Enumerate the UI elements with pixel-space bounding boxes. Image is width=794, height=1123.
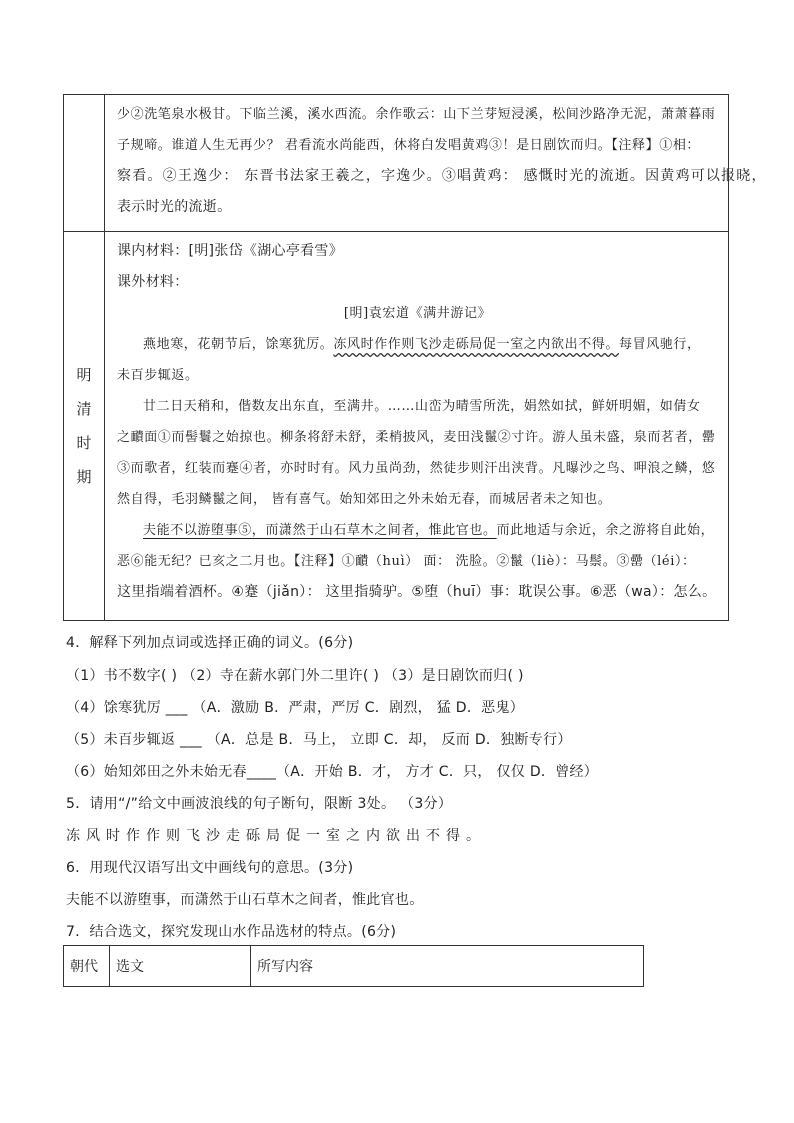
period-cell-ming-qing (64, 232, 105, 621)
essay-title: [明]袁宏道《满井游记》 (343, 306, 492, 321)
passage-line: 子规啼。谁道人生无再少？ 君看流水尚能西，休将白发唱黄鸡③！是日剧饮而归。【注释】①相： (117, 138, 701, 153)
header-selection: 选文 (110, 946, 251, 987)
answer-table (63, 945, 644, 987)
question-4-item: （1）书不数字( ) （2）寺在薪水郭门外二里许( ) （3）是日剧饮而归( ) (66, 668, 524, 684)
passage-line: 少②洗笔泉水极甘。下临兰溪，溪水西流。余作歌云：山下兰芽短浸溪，松间沙路净无泥，萧萧暮雨 (117, 107, 716, 122)
passage-cell-ming-qing (105, 232, 729, 621)
question-7-title: 7．结合选文，探究发现山水作品选材的特点。(6分) (66, 924, 397, 940)
essay-paragraph-1-line: 未百步辄返。 (117, 368, 199, 383)
essay-paragraph-2-line: ③而歌者，红装而蹇④者，亦时时有。风力虽尚劲，然徒步则汗出浃背。凡曝沙之鸟、呷浪之鳞，悠 (117, 461, 716, 476)
question-4-item: （4）馀寒犹厉 ___ （A．激励 B．严肃，严厉 C．剧烈， 猛 D．恶鬼） (66, 700, 525, 716)
wavy-underlined-sentence: 冻风时作作则飞沙走砾局促一室之内欲出不得。 (333, 337, 620, 352)
p1-text: 每冒风驰行， (619, 337, 701, 352)
period-char: 明 (76, 366, 92, 384)
annotation-line: 这里指端着酒杯。④蹇（jiǎn）： 这里指骑驴。⑤堕（huī）事：耽误公事。⑥恶（wa）：怎么。 (117, 584, 717, 600)
table-row-song (64, 95, 729, 232)
question-4-item: （5）未百步辄返 ___ （A．总是 B．马上， 立即 C．却， 反而 D．独断专行） (66, 732, 572, 748)
question-6-title: 6．用现代汉语写出文中画线句的意思。(3分) (66, 860, 354, 876)
question-5-title: 5．请用“/”给文中画波浪线的句子断句，限断 3处。 （3分） (66, 796, 453, 812)
period-char: 清 (76, 400, 92, 418)
essay-paragraph-3-line: 恶⑥能无纪？已亥之二月也。【注释】①靧（huì） 面： 洗脸。②鬣（liè）：马鬃。③罍（léi）： (117, 554, 696, 569)
header-dynasty: 朝代 (64, 946, 110, 987)
essay-paragraph-2-line: 然自得，毛羽鳞鬣之间， 皆有喜气。始知郊田之外未始无春，而城居者未之知也。 (117, 492, 612, 507)
question-6-sentence: 夫能不以游堕事，而潇然于山石草木之间者，惟此官也。 (66, 892, 424, 908)
period-char: 时 (76, 434, 92, 452)
passage-line: 察看。②王逸少： 东晋书法家王羲之，字逸少。③唱黄鸡： 感慨时光的流逝。因黄鸡可以报晓， (117, 168, 767, 184)
question-5-sentence: 冻风时作作则飞沙走砾局促一室之内欲出不得。 (66, 828, 486, 844)
period-cell-empty (64, 95, 105, 232)
p1-text: 燕地寒，花朝节后，馀寒犹厉。 (143, 337, 334, 352)
in-class-material: 课内材料：[明]张岱《湖心亭看雪》 (117, 243, 344, 259)
period-char: 期 (76, 468, 92, 486)
header-content: 所写内容 (251, 946, 644, 987)
question-4-title: 4．解释下列加点词或选择正确的词义。(6分) (66, 635, 354, 651)
essay-paragraph-2-line: 之靧面①而髻鬟之始掠也。柳条将舒未舒，柔梢披风，麦田浅鬣②寸许。游人虽未盛，泉而茗者，罍 (117, 430, 716, 445)
essay-paragraph-3-line (117, 515, 718, 546)
essay-paragraph-2-line: 廿二日天稍和，偕数友出东直，至满井。……山峦为晴雪所洗，娟然如拭，鲜妍明媚，如倩女 (143, 399, 701, 414)
passage-cell-song (105, 95, 767, 232)
underlined-sentence: 夫能不以游堕事⑤，而潇然于山石草木之间者，惟此官也。 (143, 523, 497, 538)
answer-table-header (64, 946, 644, 987)
question-4-item: （6）始知郊田之外未始无春____（A．开始 B．才， 方才 C．只， 仅仅 D．曾经） (66, 764, 599, 780)
table-row-ming-qing (64, 232, 729, 621)
passage-line: 表示时光的流逝。 (117, 199, 232, 215)
reading-material-table (63, 94, 767, 621)
essay-paragraph-1-line (117, 329, 718, 360)
extra-material-label: 课外材料： (117, 274, 189, 290)
p3-text: 而此地适与余近，余之游将自此始， (496, 523, 715, 538)
